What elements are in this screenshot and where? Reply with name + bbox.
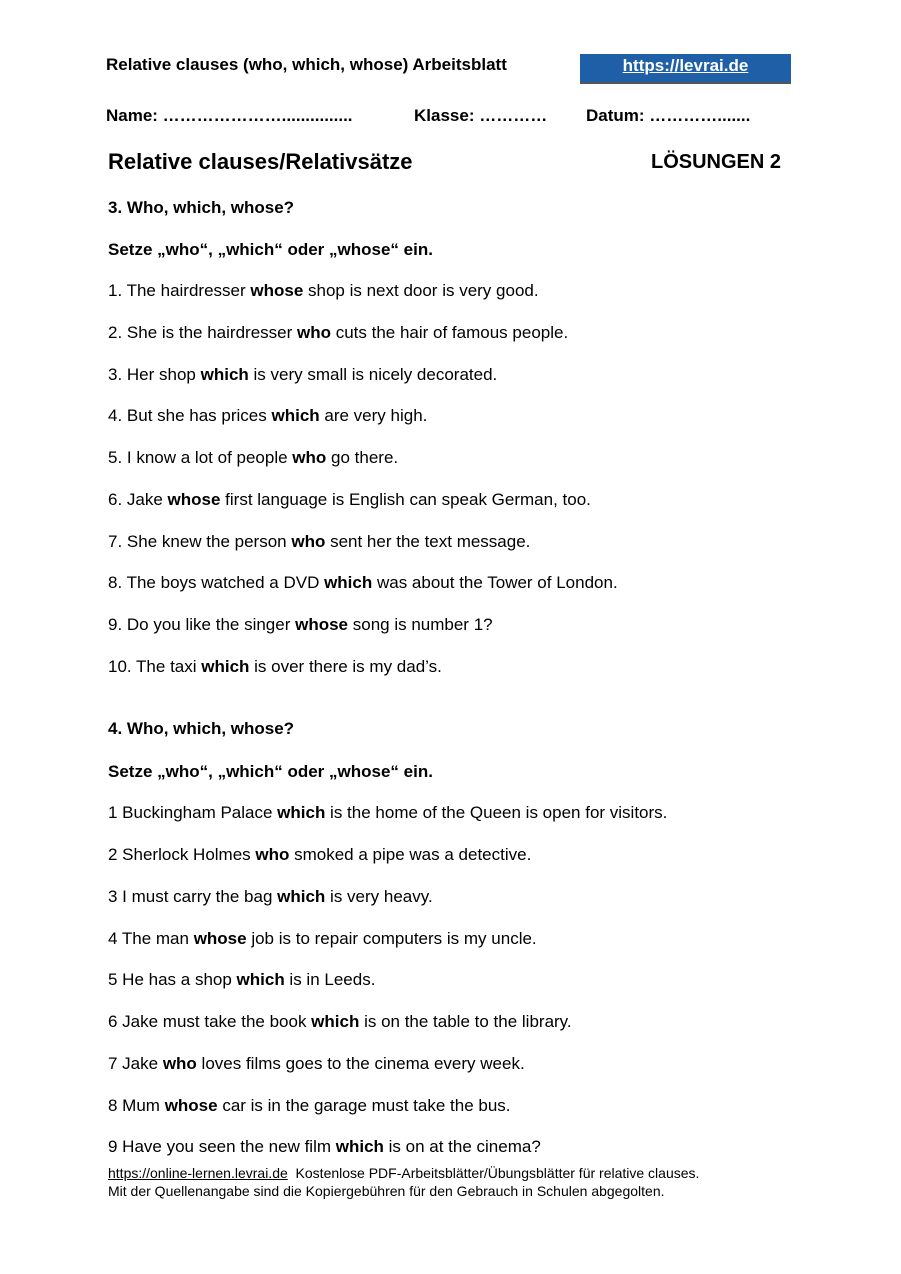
item-answer: which bbox=[277, 803, 326, 822]
item-text: 1 Buckingham Palace bbox=[108, 803, 278, 822]
item-text: 7. She knew the person bbox=[108, 532, 292, 551]
item-text: song is number 1? bbox=[348, 615, 493, 634]
item-text: is over there is my dad’s. bbox=[249, 657, 442, 676]
item-answer: whose bbox=[295, 615, 349, 634]
footer-line-2: Mit der Quellenangabe sind die Kopiergebühren für den Gebrauch in Schulen abgegolten. bbox=[108, 1183, 665, 1199]
item-answer: which bbox=[335, 1137, 384, 1156]
list-item bbox=[108, 532, 530, 552]
item-text: sent her the text message. bbox=[325, 532, 531, 551]
item-answer: whose bbox=[167, 490, 221, 509]
item-text: first language is English can speak German, too. bbox=[220, 490, 591, 509]
list-item bbox=[108, 365, 497, 385]
item-text: 8. The boys watched a DVD bbox=[108, 573, 325, 592]
item-text: go there. bbox=[326, 448, 399, 467]
item-answer: which bbox=[324, 573, 373, 592]
item-answer: whose bbox=[250, 281, 304, 300]
section3-instruction: Setze „who“, „which“ oder „whose“ ein. bbox=[108, 240, 433, 259]
item-text: is on the table to the library. bbox=[359, 1012, 572, 1031]
item-text: smoked a pipe was a detective. bbox=[289, 845, 532, 864]
item-text: 2. She is the hairdresser bbox=[108, 323, 297, 342]
item-text: was about the Tower of London. bbox=[372, 573, 618, 592]
item-text: car is in the garage must take the bus. bbox=[217, 1096, 511, 1115]
list-item bbox=[108, 970, 375, 990]
site-link-box bbox=[580, 54, 791, 84]
list-item bbox=[108, 1137, 541, 1157]
list-item bbox=[108, 1054, 525, 1074]
list-item bbox=[108, 448, 398, 468]
item-text: 1. The hairdresser bbox=[108, 281, 251, 300]
item-text: 8 Mum bbox=[108, 1096, 165, 1115]
item-answer: whose bbox=[164, 1096, 218, 1115]
item-text: is on at the cinema? bbox=[383, 1137, 541, 1156]
item-text: is in Leeds. bbox=[284, 970, 376, 989]
footer bbox=[108, 1164, 699, 1200]
item-text: are very high. bbox=[319, 406, 428, 425]
item-text: 7 Jake bbox=[108, 1054, 163, 1073]
name-field-label: Name: …………………............... bbox=[106, 106, 353, 125]
item-text: loves films goes to the cinema every week. bbox=[196, 1054, 525, 1073]
item-text: 9. Do you like the singer bbox=[108, 615, 296, 634]
item-answer: who bbox=[291, 532, 326, 551]
item-text: cuts the hair of famous people. bbox=[330, 323, 569, 342]
item-text: is the home of the Queen is open for visitors. bbox=[325, 803, 668, 822]
list-item bbox=[108, 281, 539, 301]
list-item bbox=[108, 406, 427, 426]
list-item bbox=[108, 615, 493, 635]
item-answer: who bbox=[162, 1054, 197, 1073]
footer-line-1 bbox=[108, 1164, 699, 1182]
item-answer: who bbox=[296, 323, 331, 342]
footer-text-1: Kostenlose PDF-Arbeitsblätter/Übungsblätter für relative clauses. bbox=[287, 1165, 700, 1181]
list-item bbox=[108, 657, 442, 677]
item-text: is very small is nicely decorated. bbox=[248, 365, 498, 384]
item-text: 5. I know a lot of people bbox=[108, 448, 293, 467]
item-text: job is to repair computers is my uncle. bbox=[246, 929, 537, 948]
item-answer: which bbox=[311, 1012, 360, 1031]
item-text: is very heavy. bbox=[325, 887, 433, 906]
item-answer: whose bbox=[193, 929, 247, 948]
item-text: 5 He has a shop bbox=[108, 970, 237, 989]
item-answer: who bbox=[292, 448, 327, 467]
item-text: shop is next door is very good. bbox=[303, 281, 539, 300]
item-text: 3 I must carry the bag bbox=[108, 887, 278, 906]
list-item bbox=[108, 803, 667, 823]
item-answer: which bbox=[236, 970, 285, 989]
item-text: 3. Her shop bbox=[108, 365, 201, 384]
item-answer: who bbox=[255, 845, 290, 864]
list-item bbox=[108, 845, 531, 865]
klasse-field-label: Klasse: ………… bbox=[414, 106, 548, 125]
worksheet-title: Relative clauses (who, which, whose) Arbeitsblatt bbox=[106, 55, 507, 74]
site-link[interactable]: https://levrai.de bbox=[622, 56, 749, 75]
item-answer: which bbox=[271, 406, 320, 425]
item-text: 4. But she has prices bbox=[108, 406, 272, 425]
item-text: 6. Jake bbox=[108, 490, 168, 509]
page-title: Relative clauses/Relativsätze bbox=[108, 149, 413, 174]
item-answer: which bbox=[201, 657, 250, 676]
list-item bbox=[108, 1096, 511, 1116]
item-answer: which bbox=[200, 365, 249, 384]
section3-heading: 3. Who, which, whose? bbox=[108, 198, 295, 217]
section4-heading: 4. Who, which, whose? bbox=[108, 719, 295, 738]
item-text: 2 Sherlock Holmes bbox=[108, 845, 256, 864]
list-item bbox=[108, 929, 537, 949]
section4-instruction: Setze „who“, „which“ oder „whose“ ein. bbox=[108, 762, 433, 781]
footer-link[interactable]: https://online-lernen.levrai.de bbox=[108, 1165, 288, 1181]
item-text: 10. The taxi bbox=[108, 657, 202, 676]
list-item bbox=[108, 887, 433, 907]
item-text: 9 Have you seen the new film bbox=[108, 1137, 336, 1156]
datum-field-label: Datum: …………....... bbox=[586, 106, 751, 125]
item-text: 6 Jake must take the book bbox=[108, 1012, 312, 1031]
item-answer: which bbox=[277, 887, 326, 906]
item-text: 4 The man bbox=[108, 929, 194, 948]
solutions-label: LÖSUNGEN 2 bbox=[651, 151, 782, 173]
list-item bbox=[108, 573, 618, 593]
list-item bbox=[108, 490, 591, 510]
list-item bbox=[108, 323, 568, 343]
list-item bbox=[108, 1012, 572, 1032]
